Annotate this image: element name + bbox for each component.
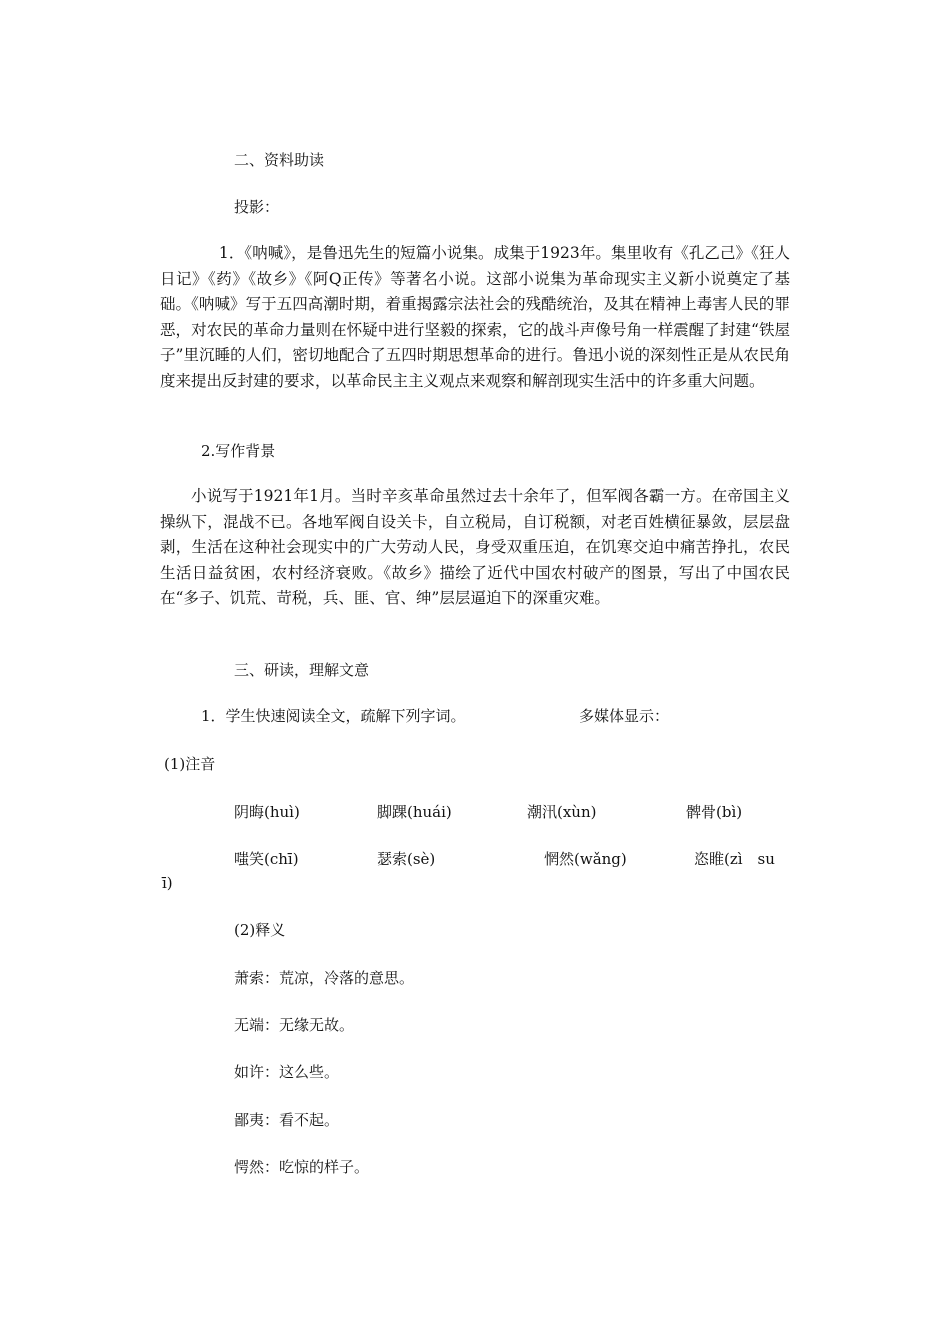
pronunciation-entry: 脚踝(huái) <box>377 803 452 821</box>
pronunciation-heading: (1)注音 <box>164 755 216 773</box>
definitions-heading: (2)释义 <box>234 921 286 939</box>
step1-text: 1．学生快速阅读全文，疏解下列字词。 <box>201 707 466 725</box>
projection-label: 投影： <box>234 198 280 216</box>
pronunciation-entry: 阴晦(huì) <box>234 803 300 821</box>
section-heading-study: 三、研读，理解文意 <box>234 661 370 679</box>
definition-item: 鄙夷：看不起。 <box>234 1111 340 1129</box>
section-heading-materials: 二、资料助读 <box>234 151 325 169</box>
item2-paragraph: 小说写于1921年1月。当时辛亥革命虽然过去十余年了，但军阀各霸一方。在帝国主义操纵下，混战不已。各地军阀自设关卡，自立税局，自订税额，对老百姓横征暴敛，层层盘剥，生活在这种社会现实中的广大劳动人民，身受双重压迫，在饥寒交迫中痛苦挣扎，农民生活日益贫困，农村经济衰败。《故乡》描绘了近代中国农村破产的图景，写出了中国农民在“多子、饥荒、苛税，兵、匪、官、绅”层层逼迫下的深重灾难。 <box>160 487 790 608</box>
pronunciation-entry: 瑟索(sè) <box>377 850 436 868</box>
pronunciation-entry: 潮汛(xùn) <box>527 803 597 821</box>
pronunciation-entry: 嗤笑(chī) <box>234 850 299 868</box>
item1-paragraph: 1．《呐喊》，是鲁迅先生的短篇小说集。成集于1923年。集里收有《孔乙己》《狂人日记》《药》《故乡》《阿Q正传》等著名小说。这部小说集为革命现实主义新小说奠定了基础。《呐喊》写于五四高潮时期，着重揭露宗法社会的残酷统治，及其在精神上毒害人民的罪恶，对农民的革命力量则在怀疑中进行坚毅的探索，它的战斗声像号角一样震醒了封建“铁屋子”里沉睡的人们，密切地配合了五四时期思想革命的进行。鲁迅小说的深刻性正是从农民角度来提出反封建的要求，以革命民主主义观点来观察和解剖现实生活中的许多重大问题。 <box>160 244 790 390</box>
item2-heading: 2.写作背景 <box>201 442 276 460</box>
definition-item: 无端：无缘无故。 <box>234 1016 355 1034</box>
pronunciation-entry: 惘然(wǎng) <box>544 850 627 868</box>
pronunciation-entry: 髀骨(bì) <box>686 803 743 821</box>
multimedia-label: 多媒体显示： <box>579 707 670 725</box>
pronunciation-entry-wrapped-tail: ī) <box>162 874 173 892</box>
definition-item: 如许：这么些。 <box>234 1063 340 1081</box>
definition-item: 萧索：荒凉，冷落的意思。 <box>234 969 415 987</box>
pronunciation-entry-wrapped: 恣睢(zì su <box>694 850 775 868</box>
definition-item: 愕然：吃惊的样子。 <box>234 1158 370 1176</box>
